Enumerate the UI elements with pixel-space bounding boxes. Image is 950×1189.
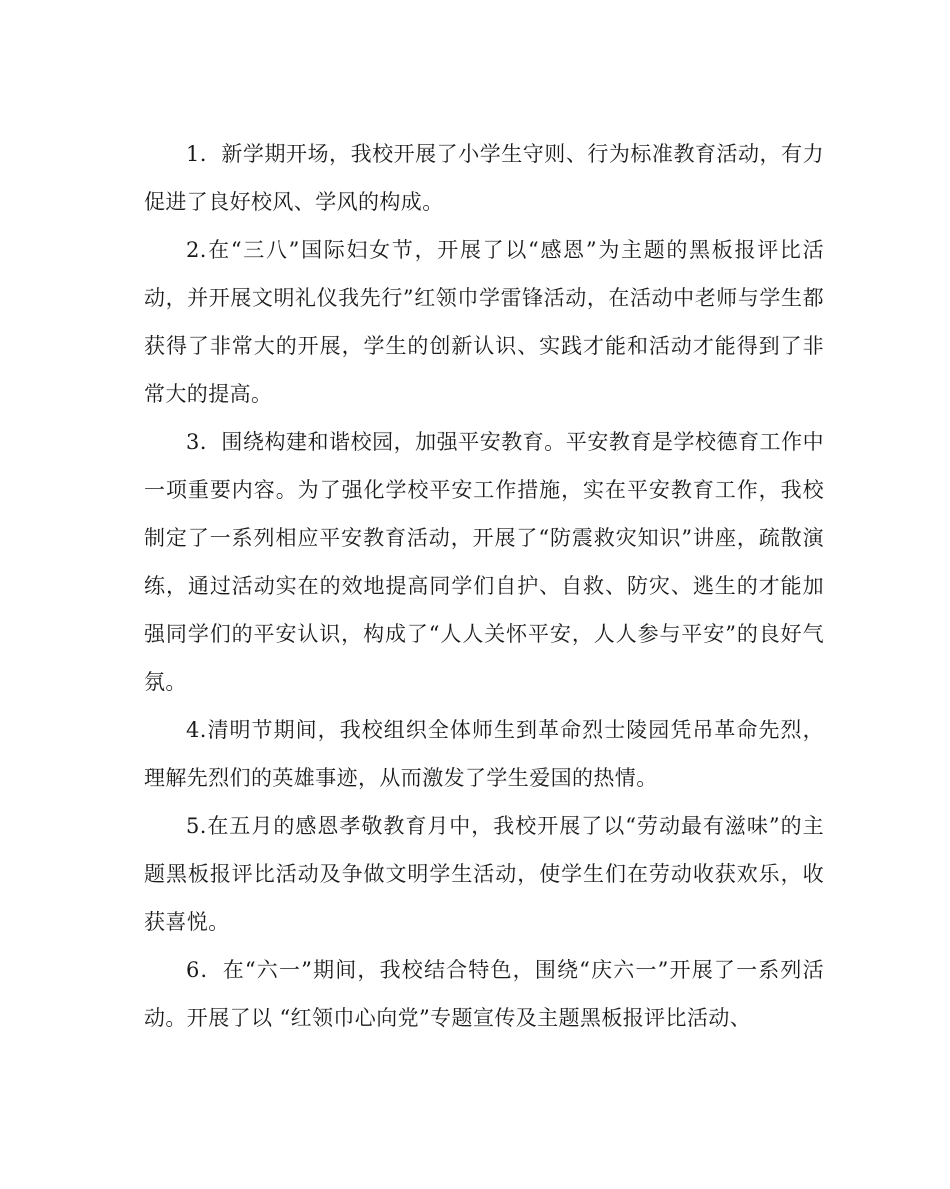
paragraph-6: 6．在“六一”期间，我校结合特色，围绕“庆六一”开展了一系列活动。开展了以 “红领巾心向党”专题宣传及主题黑板报评比活动、: [144, 958, 824, 1030]
document-body: [144, 130, 824, 1042]
paragraph-1: 1．新学期开场，我校开展了小学生守则、行为标准教育活动，有力促进了良好校风、学风的构成。: [144, 142, 824, 214]
paragraph-4: 4.清明节期间，我校组织全体师生到革命烈士陵园凭吊革命先烈，理解先烈们的英雄事迹，从而激发了学生爱国的热情。: [144, 718, 824, 790]
paragraph-2: 2.在“三八”国际妇女节，开展了以“感恩”为主题的黑板报评比活动，并开展文明礼仪我先行”红领巾学雷锋活动，在活动中老师与学生都获得了非常大的开展，学生的创新认识、实践才能和活动才能得到了非常大的提高。: [144, 238, 824, 406]
paragraph-5: 5.在五月的感恩孝敬教育月中，我校开展了以“劳动最有滋味”的主题黑板报评比活动及争做文明学生活动，使学生们在劳动收获欢乐，收获喜悦。: [144, 814, 824, 934]
paragraph-3: 3．围绕构建和谐校园，加强平安教育。平安教育是学校德育工作中一项重要内容。为了强化学校平安工作措施，实在平安教育工作，我校制定了一系列相应平安教育活动，开展了“防震救灾知识”讲座，疏散演练，通过活动实在的效地提高同学们自护、自救、防灾、逃生的才能加强同学们的平安认识，构成了“人人关怀平安，人人参与平安”的良好气氛。: [144, 430, 824, 694]
